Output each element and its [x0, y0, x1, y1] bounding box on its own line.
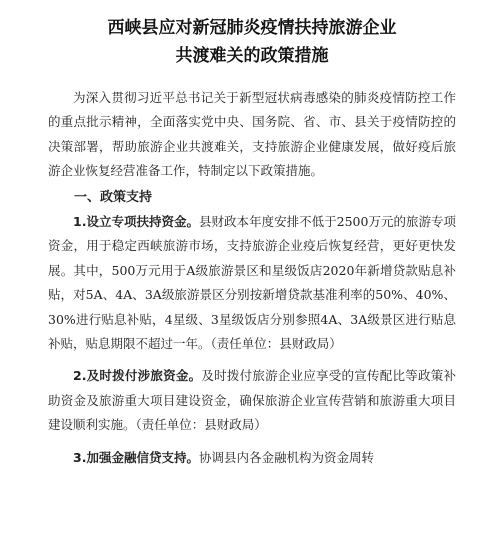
policy-item-2: [48, 364, 456, 437]
title-line-2: 共渡难关的政策措施: [175, 46, 329, 66]
section-heading: 一、政策支持: [74, 189, 153, 205]
policy-item-lead: 1.设立专项扶持资金。: [73, 214, 200, 230]
policy-item-3: [48, 446, 456, 470]
policy-item-body: 及时拨付旅游企业应享受的宣传配比等政策补助资金及旅游重大项目建设资金，确保旅游企业宣传营销和旅游重大项目建设顺利实施。（责任单位：县财政局）: [48, 368, 456, 433]
document-title: [48, 14, 456, 70]
intro-paragraph: 为深入贯彻习近平总书记关于新型冠状病毒感染的肺炎疫情防控工作的重点批示精神，全面落实党中央、国务院、省、市、县关于疫情防控的决策部署，帮助旅游企业共渡难关，支持旅游企业健康发展，做好疫后旅游企业恢复经营准备工作，特制定以下政策措施。: [48, 90, 456, 179]
policy-item-lead: 2.及时拨付涉旅资金。: [73, 368, 202, 384]
title-line-1: 西峡县应对新冠肺炎疫情扶持旅游企业: [107, 18, 397, 38]
policy-item-lead: 3.加强金融信贷支持。: [73, 449, 199, 465]
policy-item-body: 协调县内各金融机构为资金周转: [198, 449, 374, 465]
policy-item-body: 县财政本年度安排不低于2500万元的旅游专项资金，用于稳定西峡旅游市场，支持旅游企业疫后恢复经营，更好更快发展。其中，500万元用于A级旅游景区和星级饭店2020年新增贷款贴息补贴，对5A、4A、3A级旅游景区分别按新增贷款基准利率的50%、40%、30%进行贴息补贴，4星级、3星级饭店分别参照4A、3A级景区进行贴息补贴，贴息期限不超过一年。（责任单位：县财政局）: [48, 214, 456, 352]
policy-item-1: [48, 210, 456, 356]
